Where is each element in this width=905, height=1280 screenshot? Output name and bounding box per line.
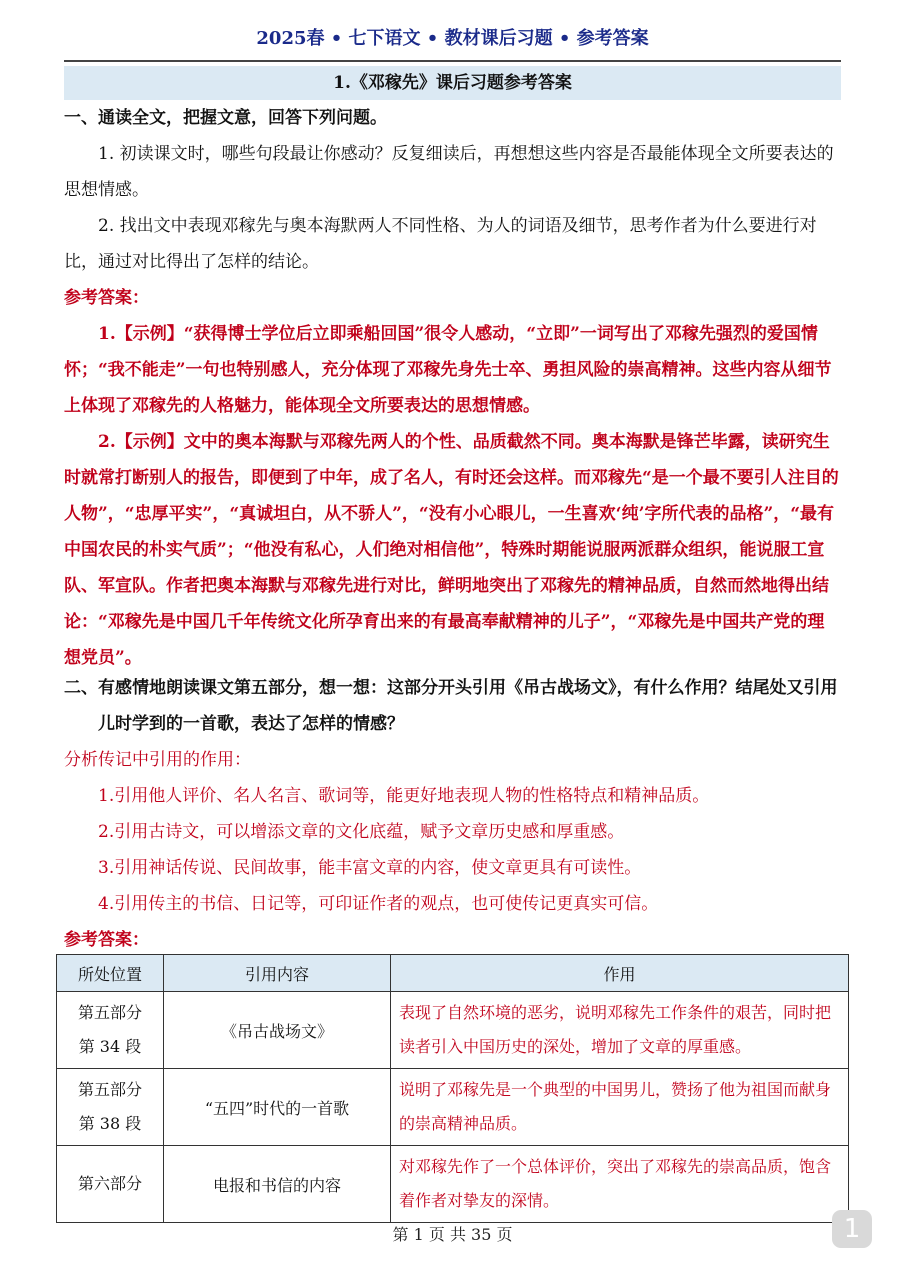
- table-cell-content: 《吊古战场文》: [164, 992, 391, 1069]
- question-2: [64, 670, 841, 958]
- page-footer: 第 1 页 共 35 页: [392, 1225, 513, 1244]
- answer-label-2: 参考答案：: [64, 930, 149, 950]
- table-cell-content: “五四”时代的一首歌: [164, 1069, 391, 1146]
- table-row: [57, 1146, 849, 1223]
- location-line: 第 38 段: [78, 1114, 142, 1133]
- table-cell-location: [57, 1069, 164, 1146]
- question-2-heading: 二、有感情地朗读课文第五部分，想一想：这部分开头引用《吊古战场文》，有什么作用？结尾处又引用儿时学到的一首歌，表达了怎样的情感？: [64, 678, 838, 734]
- table-header-row: [57, 955, 849, 992]
- table-cell-effect: 表现了自然环境的恶劣，说明邓稼先工作条件的艰苦，同时把读者引入中国历史的深处，增加了文章的厚重感。: [391, 992, 849, 1069]
- table-row: [57, 1069, 849, 1146]
- table-row: [57, 992, 849, 1069]
- table-cell-location: [57, 992, 164, 1069]
- question-1: [64, 100, 841, 676]
- table-header-location: 所处位置: [57, 955, 164, 992]
- analysis-point-3: 3.引用神话传说、民间故事，能丰富文章的内容，使文章更具有可读性。: [98, 858, 642, 878]
- table-header-effect: 作用: [391, 955, 849, 992]
- analysis-point-1: 1.引用他人评价、名人名言、歌词等，能更好地表现人物的性格特点和精神品质。: [98, 786, 710, 806]
- header-divider: [64, 60, 841, 62]
- location-line: 第 34 段: [78, 1037, 142, 1056]
- location-line: 第五部分: [77, 1003, 142, 1022]
- table-header-content: 引用内容: [164, 955, 391, 992]
- answer-label-1: 参考答案：: [64, 288, 149, 308]
- table-cell-location: [57, 1146, 164, 1223]
- answer-1: 1.【示例】“获得博士学位后立即乘船回国”很令人感动，“立即”一词写出了邓稼先强烈的爱国情怀；“我不能走”一句也特别感人，充分体现了邓稼先身先士卒、勇担风险的崇高精神。这些内容从细节上体现了邓稼先的人格魅力，能体现全文所要表达的思想情感。: [64, 324, 832, 416]
- table-cell-content: 电报和书信的内容: [164, 1146, 391, 1223]
- analysis-point-2: 2.引用古诗文，可以增添文章的文化底蕴，赋予文章历史感和厚重感。: [98, 822, 625, 842]
- location-line: 第五部分: [77, 1080, 142, 1099]
- answer-table: [56, 954, 849, 1223]
- table-cell-effect: 对邓稼先作了一个总体评价，突出了邓稼先的崇高品质，饱含着作者对挚友的深情。: [391, 1146, 849, 1223]
- analysis-label: 分析传记中引用的作用：: [64, 750, 251, 770]
- question-1-item-2: 2. 找出文中表现邓稼先与奥本海默两人不同性格、为人的词语及细节，思考作者为什么要进行对比，通过对比得出了怎样的结论。: [64, 216, 817, 272]
- header-title: 2025春 • 七下语文 • 教材课后习题 • 参考答案: [256, 28, 649, 49]
- page-number-badge[interactable]: 1: [832, 1210, 872, 1248]
- question-1-item-1: 1. 初读课文时，哪些句段最让你感动？反复细读后，再想想这些内容是否最能体现全文所要表达的思想情感。: [64, 144, 834, 200]
- table-cell-effect: 说明了邓稼先是一个典型的中国男儿，赞扬了他为祖国而献身的崇高精神品质。: [391, 1069, 849, 1146]
- section-title: 1.《邓稼先》课后习题参考答案: [64, 66, 841, 100]
- answer-2: 2.【示例】文中的奥本海默与邓稼先两人的个性、品质截然不同。奥本海默是锋芒毕露，读研究生时就常打断别人的报告，即便到了中年，成了名人，有时还会这样。而邓稼先“是一个最不要引人注目的人物”，“忠厚平实”，“真诚坦白，从不骄人”，“没有小心眼儿，一生喜欢‘纯’字所代表的品格”，“最有中国农民的朴实气质”；“他没有私心，人们绝对相信他”，特殊时期能说服两派群众组织，能说服工宣队、军宣队。作者把奥本海默与邓稼先进行对比，鲜明地突出了邓稼先的精神品质，自然而然地得出结论：“邓稼先是中国几千年传统文化所孕育出来的有最高奉献精神的儿子”，“邓稼先是中国共产党的理想党员”。: [64, 432, 839, 668]
- location-line: 第六部分: [77, 1174, 142, 1193]
- question-1-heading: 一、通读全文，把握文意，回答下列问题。: [64, 108, 387, 128]
- analysis-point-4: 4.引用传主的书信、日记等，可印证作者的观点，也可使传记更真实可信。: [98, 894, 659, 914]
